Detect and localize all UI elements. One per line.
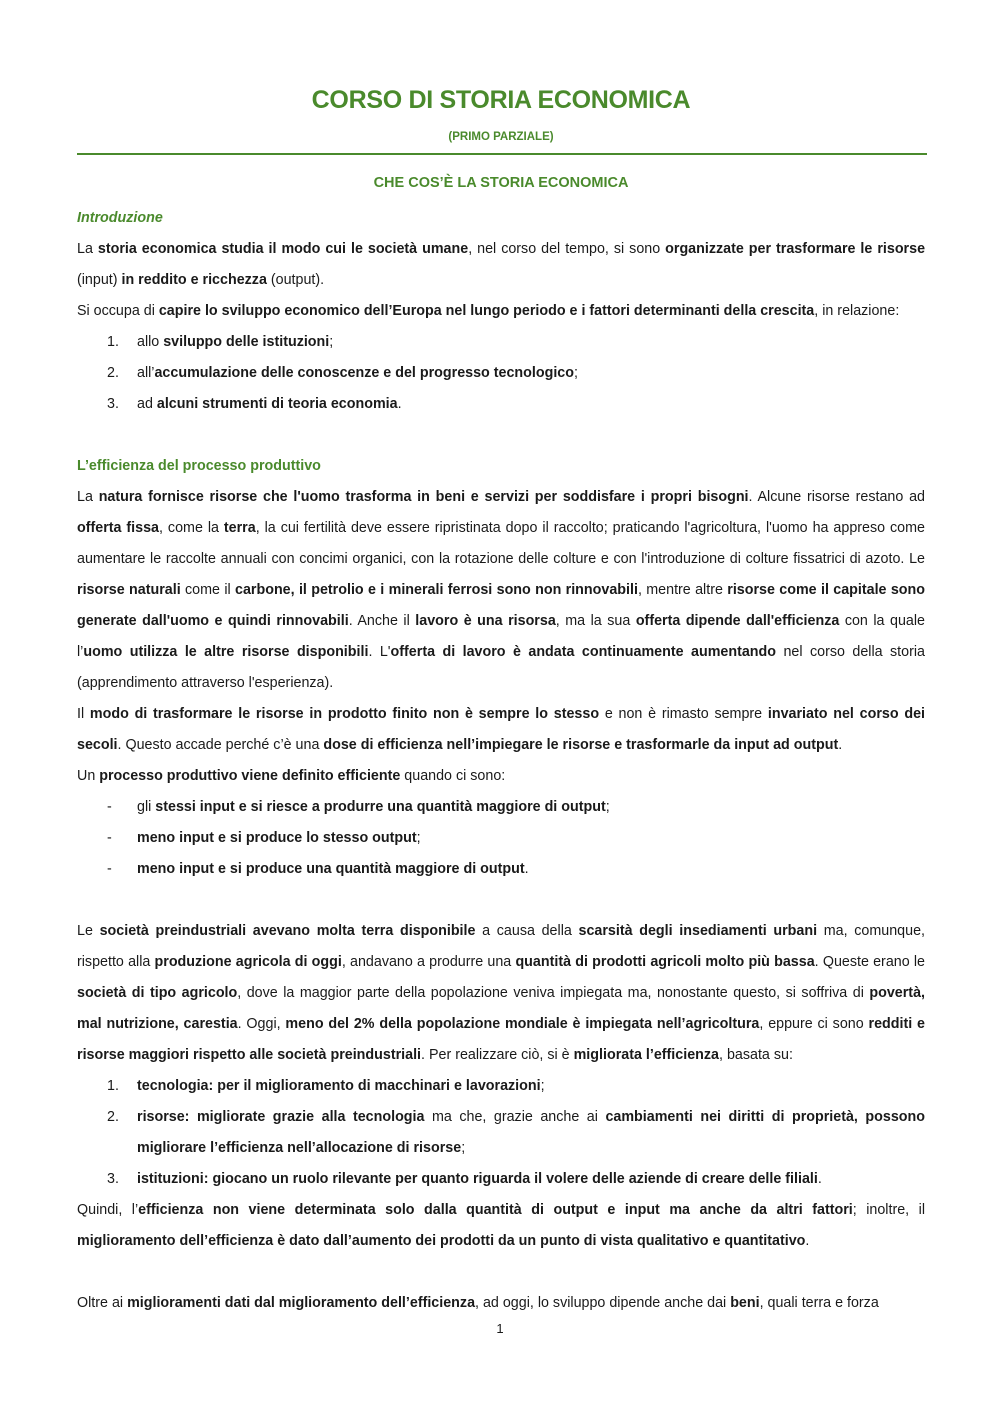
bold-text: stessi input e si riesce a produrre una quantità maggiore di output [155,799,606,815]
efficienza-list [77,792,925,885]
text-run: . Per realizzare ciò, si è [421,1047,574,1063]
text-run: nel corso della storia (apprendimento attraverso l'esperienza). [77,644,925,691]
text-run: ma che, grazie anche ai [424,1109,606,1125]
text-run: . Queste erano le [814,954,925,970]
list-marker: - [107,830,112,846]
list-item [77,327,925,358]
text-run: La [77,241,98,257]
text-run: . [524,861,529,877]
text-run: ; [329,334,334,350]
list-marker: - [107,861,112,877]
bold-text: meno input e si produce una quantità maggiore di output [137,861,525,877]
list-item [77,1102,925,1164]
text-run: , nel corso del tempo, si sono [468,241,666,257]
text-run: con la quale l’ [77,613,925,660]
intro-heading: Introduzione [77,210,163,226]
text-run: . Oggi, [237,1016,286,1032]
bold-text: miglioramento dell’efficienza è dato dall’aumento dei prodotti da un punto di vista qualitativo e quantitativo [77,1233,806,1249]
paragraph-gap [77,885,925,916]
bold-text: meno del 2% della popolazione mondiale è impiegata nell’agricoltura [285,1016,760,1032]
text-run: . [817,1171,822,1187]
text-run: . L' [368,644,391,660]
list-item [77,1071,925,1102]
text-run: . [838,737,843,753]
document-title: CORSO DI STORIA ECONOMICA [311,86,691,114]
text-run: ; [416,830,421,846]
bold-text: in reddito e ricchezza [121,272,267,288]
bold-text: uomo utilizza le altre risorse disponibili [83,644,369,660]
text-run: e non è rimasto sempre [599,706,768,722]
text-run: Oltre ai [77,1295,128,1311]
text-run: Le [77,923,100,939]
bold-text: offerta di lavoro è andata continuamente aumentando [390,644,776,660]
bold-text: risorse naturali [77,582,181,598]
bold-text: dose di efficienza nell’impiegare le risorse e trasformarle da input ad output [323,737,839,753]
bold-text: alcuni strumenti di teoria economia [156,396,398,412]
intro-list [77,327,925,420]
text-run: . [805,1233,810,1249]
text-run: . [397,396,402,412]
bold-text: miglioramenti dati dal miglioramento dell’efficienza [127,1295,476,1311]
text-run: Si occupa di [77,303,159,319]
text-run: ; [540,1078,545,1094]
text-run: La [77,489,99,505]
efficienza-paragraph-2 [77,699,925,761]
text-run: . Questo accade perché c’è una [117,737,324,753]
text-run: , eppure ci sono [759,1016,869,1032]
section-title: CHE COS’È LA STORIA ECONOMICA [373,175,629,191]
bold-text: scarsità degli insediamenti urbani [578,923,818,939]
document-body [77,203,925,1319]
list-marker: 3. [107,396,119,412]
text-run: gli [137,799,156,815]
bold-text: processo produttivo viene definito efficiente [99,768,401,784]
list-item [77,792,925,823]
text-run: Il [77,706,90,722]
list-item [77,1164,925,1195]
bold-text: carbone, il petrolio e i minerali ferrosi sono non rinnovabili [235,582,638,598]
intro-paragraph-1 [77,234,925,296]
preindustriali-list [77,1071,925,1195]
bold-text: offerta dipende dall'efficienza [635,613,840,629]
bold-text: produzione agricola di oggi [154,954,342,970]
text-run: , in relazione: [814,303,900,319]
bold-text: risorse come il capitale sono generate dall'uomo e quindi rinnovabili [77,582,925,629]
bold-text: accumulazione delle conoscenze e del progresso tecnologico [154,365,574,381]
bold-text: natura fornisce risorse che l'uomo trasforma in beni e servizi per soddisfare i propri bisogni [98,489,749,505]
text-run: ma, comunque, rispetto alla [77,923,926,970]
text-run: ; [605,799,610,815]
bold-text: migliorata l’efficienza [573,1047,719,1063]
bold-text: invariato nel corso dei secoli [77,706,925,753]
document-subtitle: (PRIMO PARZIALE) [448,131,554,143]
bold-text: capire lo sviluppo economico dell’Europa nel lungo periodo e i fattori determinanti della crescita [158,303,815,319]
bold-text: offerta fissa [77,520,160,536]
text-run: ; inoltre, il [852,1202,926,1218]
page-number: 1 [496,1321,504,1336]
list-marker: 3. [107,1171,119,1187]
list-marker: 2. [107,365,119,381]
efficienza-heading: L’efficienza del processo produttivo [77,458,321,474]
bold-text: beni [730,1295,760,1311]
list-item [77,358,925,389]
text-run: , ad oggi, lo sviluppo dipende anche dai [475,1295,731,1311]
bold-text: redditi e risorse maggiori rispetto alle società preindustriali [77,1016,925,1063]
bold-text: risorse: migliorate grazie alla tecnologia [137,1109,425,1125]
text-run: , andavano a produrre una [341,954,516,970]
bold-text: modo di trasformare le risorse in prodotto finito non è sempre lo stesso [89,706,600,722]
preindustriali-paragraph-3 [77,1288,925,1319]
list-item [77,823,925,854]
bold-text: meno input e si produce lo stesso output [137,830,417,846]
bold-text: efficienza non viene determinata solo dalla quantità di output e input ma anche da altri fattori [138,1202,853,1218]
bold-text: società preindustriali avevano molta terra disponibile [99,923,476,939]
list-marker: 1. [107,1078,119,1094]
preindustriali-paragraph-1 [77,916,925,1071]
list-item [77,389,925,420]
list-item [77,854,925,885]
bold-text: tecnologia: per il miglioramento di macchinari e lavorazioni [137,1078,541,1094]
bold-text: società di tipo agricolo [77,985,238,1001]
list-marker: 1. [107,334,119,350]
text-run: (output). [266,272,325,288]
text-run: all’ [137,365,155,381]
text-run: come il [180,582,236,598]
bold-text: organizzate per trasformare le risorse [665,241,926,257]
bold-text: lavoro è una risorsa [415,613,556,629]
text-run: Quindi, l’ [77,1202,139,1218]
text-run: ; [573,365,578,381]
bold-text: quantità di prodotti agricoli molto più bassa [515,954,815,970]
text-run: , quali terra e forza [759,1295,879,1311]
efficienza-paragraph-1 [77,482,925,699]
text-run: a causa della [475,923,579,939]
text-run: , dove la maggior parte della popolazione veniva impiegata ma, nonostante questo, si soffriva di [237,985,870,1001]
intro-paragraph-2 [77,296,925,327]
text-run: , basata su: [719,1047,793,1063]
bold-text: istituzioni: giocano un ruolo rilevante per quanto riguarda il volere delle aziende di creare delle filiali [137,1171,818,1187]
text-run: . Anche il [348,613,416,629]
bold-text: storia economica studia il modo cui le società umane [97,241,469,257]
text-run: quando ci sono: [400,768,506,784]
list-marker: 2. [107,1109,119,1125]
title-divider [77,153,927,155]
text-run: ; [461,1140,466,1156]
text-run: , come la [159,520,224,536]
efficienza-paragraph-3 [77,761,925,792]
text-run: Un [77,768,100,784]
text-run: allo [137,334,164,350]
text-run: ad [137,396,157,412]
text-run: , ma la sua [555,613,636,629]
bold-text: terra [223,520,256,536]
list-marker: - [107,799,112,815]
text-run: (input) [77,272,122,288]
bold-text: povertà, mal nutrizione, carestia [77,985,925,1032]
bold-text: cambiamenti nei diritti di proprietà, possono migliorare l’efficienza nell’allocazione di risorse [137,1109,925,1156]
paragraph-gap [77,1257,925,1288]
preindustriali-paragraph-2 [77,1195,925,1257]
text-run: , la cui fertilità deve essere ripristinata dopo il raccolto; praticando l'agricoltura, l'uomo ha appreso come aumentare le raccolte annuali con concimi organici, con la rotazione delle colture e con l'introduzione di colture fissatrici di azoto. Le [77,520,925,567]
text-run: , mentre altre [637,582,728,598]
text-run: . Alcune risorse restano ad [748,489,926,505]
bold-text: sviluppo delle istituzioni [163,334,330,350]
